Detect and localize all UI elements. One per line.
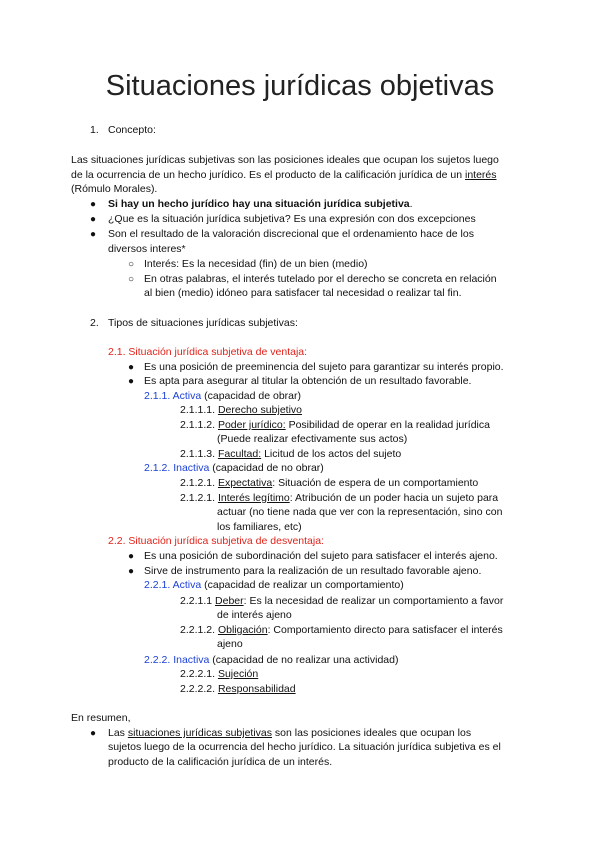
item-text: : Situación de espera de un comportamiento — [272, 477, 479, 489]
item-text: : Es la necesidad de realizar un comportamiento a favor — [243, 595, 504, 607]
bullet-item-3-line-2: diversos interes* — [108, 243, 186, 255]
heading-2-1-2-rest: (capacidad de no obrar) — [209, 462, 324, 474]
section-2-number: 2. — [90, 317, 99, 329]
item-2-1-2-2 — [180, 491, 498, 506]
sub-bullet-2-line-2: al bien (medio) idóneo para satisfacer tal necesidad o realizar tal fin. — [144, 287, 462, 299]
heading-2-1-2 — [144, 461, 324, 476]
summary-text: Las — [108, 727, 128, 739]
bullet-item-1-end: . — [409, 198, 413, 210]
heading-2-2-1-rest: (capacidad de realizar un comportamiento) — [201, 579, 404, 591]
item-number: 2.2.2.1. — [180, 668, 218, 680]
summary-line-1 — [108, 726, 471, 741]
item-2-1-2-2-line-3: los familiares, etc) — [217, 521, 302, 533]
heading-2-1-1-rest: (capacidad de obrar) — [201, 390, 302, 402]
item-2-2-2-1 — [180, 667, 258, 682]
term-facultad: Facultad: — [217, 448, 262, 460]
heading-2-1-2-label: 2.1.2. Inactiva — [144, 462, 210, 474]
heading-2-2-2-label: 2.2.2. Inactiva — [144, 654, 210, 666]
item-2-2-1-1 — [180, 594, 503, 609]
concept-paragraph-line-1: Las situaciones jurídicas subjetivas son las posiciones ideales que ocupan los sujetos luego — [71, 154, 499, 166]
s21-bullet-1: Es una posición de preeminencia del sujeto para garantizar su interés propio. — [144, 361, 504, 373]
circle-bullet-icon: ○ — [128, 259, 135, 270]
interes-link[interactable]: interés — [465, 169, 497, 181]
heading-2-1-1 — [144, 389, 301, 404]
summary-line-2: sujetos luego de la ocurrencia del hecho jurídico. La situación jurídica subjetiva es el — [108, 741, 501, 753]
section-1-heading: Concepto: — [108, 124, 156, 136]
item-2-1-1-3 — [180, 447, 401, 462]
bullet-icon: ● — [90, 728, 97, 739]
bullet-icon: ● — [90, 229, 97, 240]
term-poder-juridico: Poder jurídico: — [217, 419, 286, 431]
summary-text: son las posiciones ideales que ocupan los — [272, 727, 472, 739]
item-number: 2.1.2.1. — [180, 492, 218, 504]
heading-2-1: 2.1. Situación jurídica subjetiva de ventaja: — [108, 346, 308, 358]
section-2-heading: Tipos de situaciones jurídicas subjetivas: — [108, 317, 298, 329]
item-text: : Comportamiento directo para satisfacer el interés — [267, 624, 503, 636]
s21-bullet-2: Es apta para asegurar al titular la obtención de un resultado favorable. — [144, 375, 472, 387]
concept-paragraph-line-2 — [71, 168, 497, 183]
item-2-1-2-1 — [180, 476, 478, 491]
bullet-item-1 — [108, 197, 413, 212]
bullet-icon: ● — [128, 566, 135, 577]
bullet-item-3-line-1: Son el resultado de la valoración discrecional que el ordenamiento hace de los — [108, 228, 474, 240]
bullet-icon: ● — [128, 362, 135, 373]
heading-2-2-2-rest: (capacidad de no realizar una actividad) — [209, 654, 399, 666]
summary-term: situaciones jurídicas subjetivas — [127, 727, 273, 739]
s22-bullet-2: Sirve de instrumento para la realización de un resultado favorable ajeno. — [144, 565, 482, 577]
item-number: 2.2.1.1 — [180, 595, 216, 607]
bullet-icon: ● — [90, 199, 97, 210]
item-2-1-2-2-line-2: actuar (no tiene nada que ver con la representación, sino con — [217, 506, 503, 518]
s22-bullet-1: Es una posición de subordinación del sujeto para satisfacer el interés ajeno. — [144, 550, 498, 562]
bullet-item-1-bold: Si hay un hecho jurídico hay una situación jurídica subjetiva — [108, 198, 410, 210]
term-expectativa: Expectativa — [217, 477, 273, 489]
term-responsabilidad: Responsabilidad — [217, 683, 296, 695]
summary-line-3: producto de la calificación jurídica de un interés. — [108, 756, 333, 768]
term-obligacion: Obligación — [217, 624, 268, 636]
item-2-2-1-1-line-2: de interés ajeno — [217, 609, 292, 621]
item-number: 2.2.1.2. — [180, 624, 218, 636]
bullet-item-2: ¿Que es la situación jurídica subjetiva? Es una expresión con dos excepciones — [108, 213, 476, 225]
heading-2-2-2 — [144, 653, 399, 668]
item-text: : Atribución de un poder hacia un sujeto para — [289, 492, 499, 504]
item-2-2-1-2 — [180, 623, 503, 638]
item-number: 2.1.1.1. — [180, 404, 218, 416]
term-deber: Deber — [215, 595, 244, 607]
bullet-icon: ● — [128, 376, 135, 387]
heading-2-2: 2.2. Situación jurídica subjetiva de desventaja: — [108, 535, 324, 547]
heading-2-1-1-label: 2.1.1. Activa — [144, 390, 202, 402]
item-number: 2.2.2.2. — [180, 683, 218, 695]
page-title: Situaciones jurídicas objetivas — [105, 70, 495, 102]
item-text: Posibilidad de operar en la realidad jurídica — [285, 419, 490, 431]
bullet-icon: ● — [90, 214, 97, 225]
item-2-1-1-2-line-2: (Puede realizar efectivamente sus actos) — [217, 433, 408, 445]
concept-paragraph-line-3: (Rómulo Morales). — [71, 183, 158, 195]
item-text: Licitud de los actos del sujeto — [261, 448, 402, 460]
item-number: 2.1.1.3. — [180, 448, 218, 460]
item-2-1-1-2 — [180, 418, 490, 433]
term-sujecion: Sujeción — [217, 668, 259, 680]
item-2-2-2-2 — [180, 682, 296, 697]
section-1-number: 1. — [90, 124, 99, 136]
heading-2-2-1-label: 2.2.1. Activa — [144, 579, 202, 591]
heading-2-2-1 — [144, 578, 404, 593]
item-2-1-1-1 — [180, 403, 302, 418]
item-number: 2.1.2.1. — [180, 477, 218, 489]
bullet-icon: ● — [128, 551, 135, 562]
term-interes-legitimo: Interés legítimo — [217, 492, 290, 504]
concept-paragraph-text: de la ocurrencia de un hecho jurídico. Es el producto de la calificación jurídica de un — [71, 169, 465, 181]
circle-bullet-icon: ○ — [128, 274, 135, 285]
sub-bullet-1: Interés: Es la necesidad (fin) de un bien (medio) — [144, 258, 368, 270]
summary-heading: En resumen, — [71, 712, 131, 724]
item-2-2-1-2-line-2: ajeno — [217, 638, 243, 650]
item-number: 2.1.1.2. — [180, 419, 218, 431]
sub-bullet-2-line-1: En otras palabras, el interés tutelado por el derecho se concreta en relación — [144, 273, 497, 285]
term-derecho-subjetivo: Derecho subjetivo — [217, 404, 302, 416]
